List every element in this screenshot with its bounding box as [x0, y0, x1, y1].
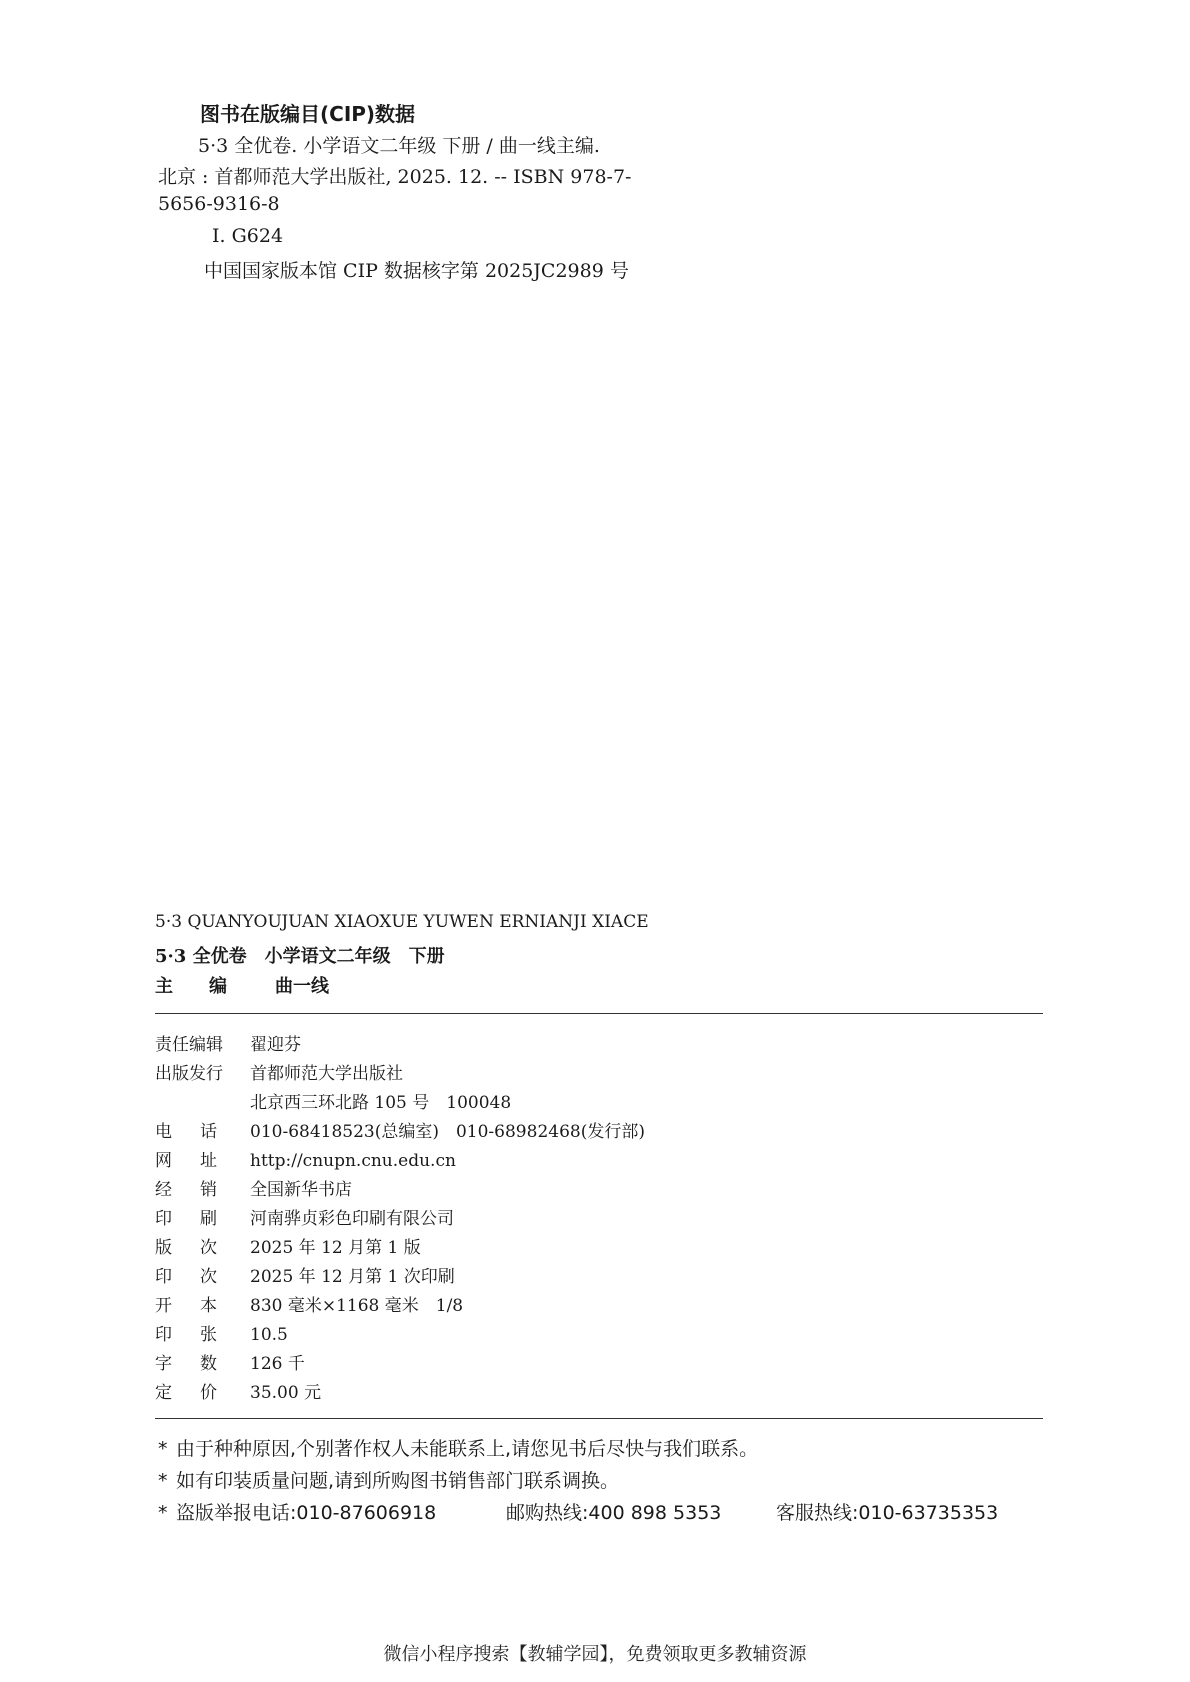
- info-value: 2025 年 12 月第 1 次印刷: [250, 1267, 455, 1287]
- info-row-edition: [155, 1233, 421, 1259]
- info-label: 开本: [155, 1296, 245, 1316]
- info-row-format: [155, 1291, 463, 1317]
- info-label: 电话: [155, 1122, 245, 1142]
- cip-line-2: 北京 : 首都师范大学出版社, 2025. 12. -- ISBN 978-7-: [158, 166, 632, 188]
- info-row-website: [155, 1146, 456, 1172]
- asterisk: *: [158, 1470, 168, 1492]
- info-value: 2025 年 12 月第 1 版: [250, 1238, 421, 1258]
- note-quality: [158, 1466, 619, 1493]
- cip-classification: Ⅰ. G624: [212, 225, 284, 247]
- chief-editor-label: 主 编: [155, 976, 227, 997]
- book-title: 5·3 全优卷 小学语文二年级 下册: [155, 946, 445, 967]
- latin-title: 5·3 QUANYOUJUAN XIAOXUE YUWEN ERNIANJI XIACE: [155, 912, 649, 932]
- info-value: 河南骅贞彩色印刷有限公司: [250, 1209, 454, 1229]
- info-value: 126 千: [250, 1354, 305, 1374]
- info-row-word-count: [155, 1349, 305, 1375]
- cip-approval-number: 中国国家版本馆 CIP 数据核字第 2025JC2989 号: [204, 260, 629, 282]
- info-label: 印次: [155, 1267, 245, 1287]
- piracy-hotline: 盗版举报电话:010-87606918: [176, 1502, 437, 1524]
- info-value: 翟迎芬: [250, 1035, 301, 1055]
- customer-service-hotline: 客服热线:010-63735353: [776, 1502, 999, 1524]
- info-value: 10.5: [250, 1325, 288, 1345]
- note-hotlines: [158, 1498, 998, 1525]
- cip-title: 图书在版编目(CIP)数据: [200, 102, 416, 126]
- info-row-printing: [155, 1262, 455, 1288]
- top-divider: [155, 1013, 1043, 1014]
- info-label: 印张: [155, 1325, 245, 1345]
- info-value: 35.00 元: [250, 1383, 322, 1403]
- asterisk: *: [158, 1438, 168, 1460]
- note-text: 如有印装质量问题,请到所购图书销售部门联系调换。: [176, 1470, 620, 1492]
- chief-editor-line: [155, 972, 329, 998]
- info-row-editor: [155, 1030, 301, 1056]
- mail-order-hotline: 邮购热线:400 898 5353: [506, 1502, 722, 1524]
- info-label: 定价: [155, 1383, 245, 1403]
- asterisk: *: [158, 1502, 168, 1524]
- chief-editor-name: 曲一线: [275, 976, 329, 997]
- info-row-printer: [155, 1204, 454, 1230]
- info-value: 首都师范大学出版社: [250, 1064, 403, 1084]
- note-copyright: [158, 1434, 758, 1461]
- info-row-price: [155, 1378, 321, 1404]
- info-value: 北京西三环北路 105 号 100048: [250, 1093, 512, 1113]
- info-row-distribution: [155, 1175, 352, 1201]
- info-row-phone: [155, 1117, 645, 1143]
- info-label: 版次: [155, 1238, 245, 1258]
- info-value: 010-68418523(总编室) 010-68982468(发行部): [250, 1122, 645, 1142]
- note-text: 由于种种原因,个别著作权人未能联系上,请您见书后尽快与我们联系。: [176, 1438, 759, 1460]
- info-row-address: [155, 1088, 511, 1114]
- info-label: 出版发行: [155, 1064, 223, 1084]
- cip-line-3: 5656-9316-8: [158, 193, 280, 215]
- info-label: 字数: [155, 1354, 245, 1374]
- info-label: 网址: [155, 1151, 245, 1171]
- info-label: 责任编辑: [155, 1035, 223, 1055]
- info-value: 830 毫米×1168 毫米 1/8: [250, 1296, 464, 1316]
- info-label: 经销: [155, 1180, 245, 1200]
- info-value: http://cnupn.cnu.edu.cn: [250, 1151, 456, 1171]
- info-value: 全国新华书店: [250, 1180, 352, 1200]
- bottom-divider: [155, 1418, 1043, 1419]
- footer-promo-text: 微信小程序搜索【教辅学园】，免费领取更多教辅资源: [383, 1644, 807, 1665]
- cip-line-1: 5·3 全优卷. 小学语文二年级 下册 / 曲一线主编.: [198, 135, 600, 157]
- info-row-publisher: [155, 1059, 403, 1085]
- info-row-sheets: [155, 1320, 288, 1346]
- info-label: 印刷: [155, 1209, 245, 1229]
